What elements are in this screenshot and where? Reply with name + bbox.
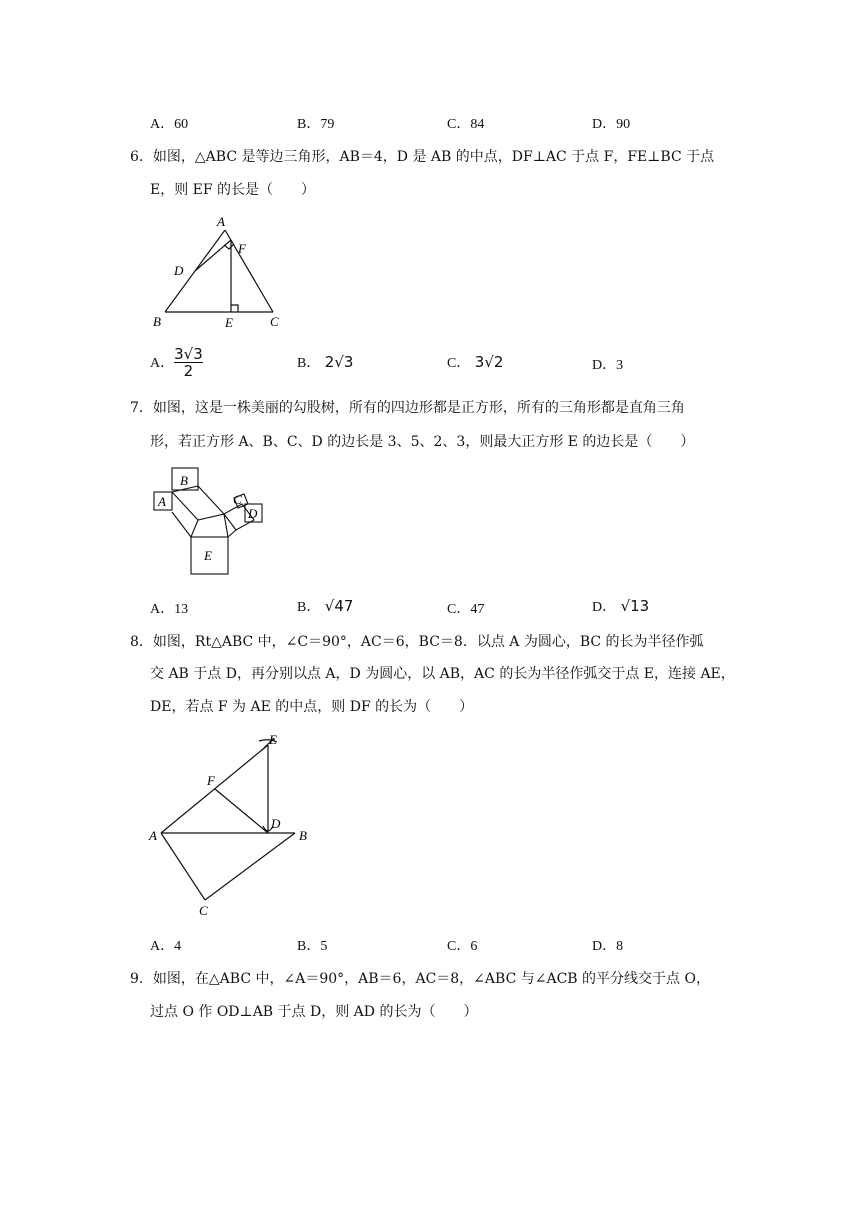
q8-side-ac (161, 833, 205, 900)
q6-segment-df (195, 240, 231, 271)
q8-option-c: C．6 (447, 939, 478, 954)
q7-label-b: B (180, 473, 188, 488)
q6-option-a: A． $\frac{3√3}{2}$ (150, 344, 203, 380)
q6-label-a: A (217, 214, 225, 229)
q6-label-f: F (238, 241, 246, 256)
q7-option-b: B． √47 (297, 597, 354, 615)
q6-question-line2: E，则 EF 的长是（ ） (150, 182, 316, 198)
q8-question-line3: DE，若点 F 为 AE 的中点，则 DF 的长为（ ） (150, 699, 474, 715)
q6-label-c: C (270, 314, 279, 329)
q7-label-c: C (233, 492, 242, 507)
q8-option-d: D．8 (592, 939, 624, 954)
q5-option-d: D．90 (592, 117, 631, 132)
q7-option-c: C．47 (447, 602, 485, 617)
q7-edge-1 (172, 512, 191, 537)
q7-edge-2 (228, 530, 236, 537)
q7-edge-3 (191, 520, 198, 537)
q7-label-d: D (248, 506, 258, 521)
q7-pythagoras-tree-figure (150, 464, 270, 579)
q5-option-a: A．60 (150, 117, 189, 132)
q6-option-d: D．3 (592, 358, 624, 373)
q6-label-b: B (153, 314, 161, 329)
q8-label-d: D (271, 816, 281, 831)
q6-triangle-figure (145, 212, 295, 337)
q8-construction-figure (145, 730, 325, 920)
q6-label-d: D (174, 263, 184, 278)
q5-option-c: C．84 (447, 117, 485, 132)
q8-label-f: F (207, 773, 215, 788)
q8-side-cb (205, 833, 295, 900)
q8-option-b: B．5 (297, 939, 328, 954)
q8-question-line2: 交 AB 于点 D，再分别以点 A，D 为圆心，以 AB，AC 的长为半径作弧交于点 E，连接 AE， (150, 666, 735, 682)
q7-square-left (172, 486, 224, 520)
q8-label-c: C (199, 903, 208, 918)
q6-option-c: C． 3√2 (447, 353, 504, 371)
q7-label-e: E (204, 548, 212, 563)
q7-option-a: A．13 (150, 602, 189, 617)
q7-question-line2: 形，若正方形 A、B、C、D 的边长是 3、5、2、3，则最大正方形 E 的边长是（ ） (150, 434, 695, 450)
q6-question-line1: 6．如图，△ABC 是等边三角形，AB＝4，D 是 AB 的中点，DF⊥AC 于点 F，FE⊥BC 于点 (130, 149, 715, 165)
q9-question-line2: 过点 O 作 OD⊥AB 于点 D，则 AD 的长为（ ） (150, 1004, 478, 1020)
q8-label-a: A (149, 828, 157, 843)
q8-question-line1: 8．如图，Rt△ABC 中，∠C＝90°，AC＝6，BC＝8．以点 A 为圆心，BC 的长为半径作弧 (130, 634, 704, 650)
q8-label-b: B (299, 828, 307, 843)
q7-option-d: D． √13 (592, 597, 650, 615)
q6-side-ac (225, 230, 273, 312)
q6-option-a-fraction: $\frac{3√3}{2}$ (174, 344, 203, 380)
q6-right-angle-e (231, 305, 238, 312)
q7-label-a: A (158, 494, 166, 509)
q8-label-e: E (269, 732, 277, 747)
q7-question-line1: 7．如图，这是一株美丽的勾股树，所有的四边形都是正方形，所有的三角形都是直角三角 (130, 400, 685, 416)
q9-question-line1: 9．如图，在△ABC 中，∠A＝90°，AB＝6，AC＝8，∠ABC 与∠ACB 的平分线交于点 O， (130, 971, 710, 987)
q8-segment-fd (215, 789, 268, 833)
q5-option-b: B．79 (297, 117, 335, 132)
q6-label-e: E (225, 315, 233, 330)
q8-option-a: A．4 (150, 939, 182, 954)
q6-option-b: B． 2√3 (297, 353, 354, 371)
